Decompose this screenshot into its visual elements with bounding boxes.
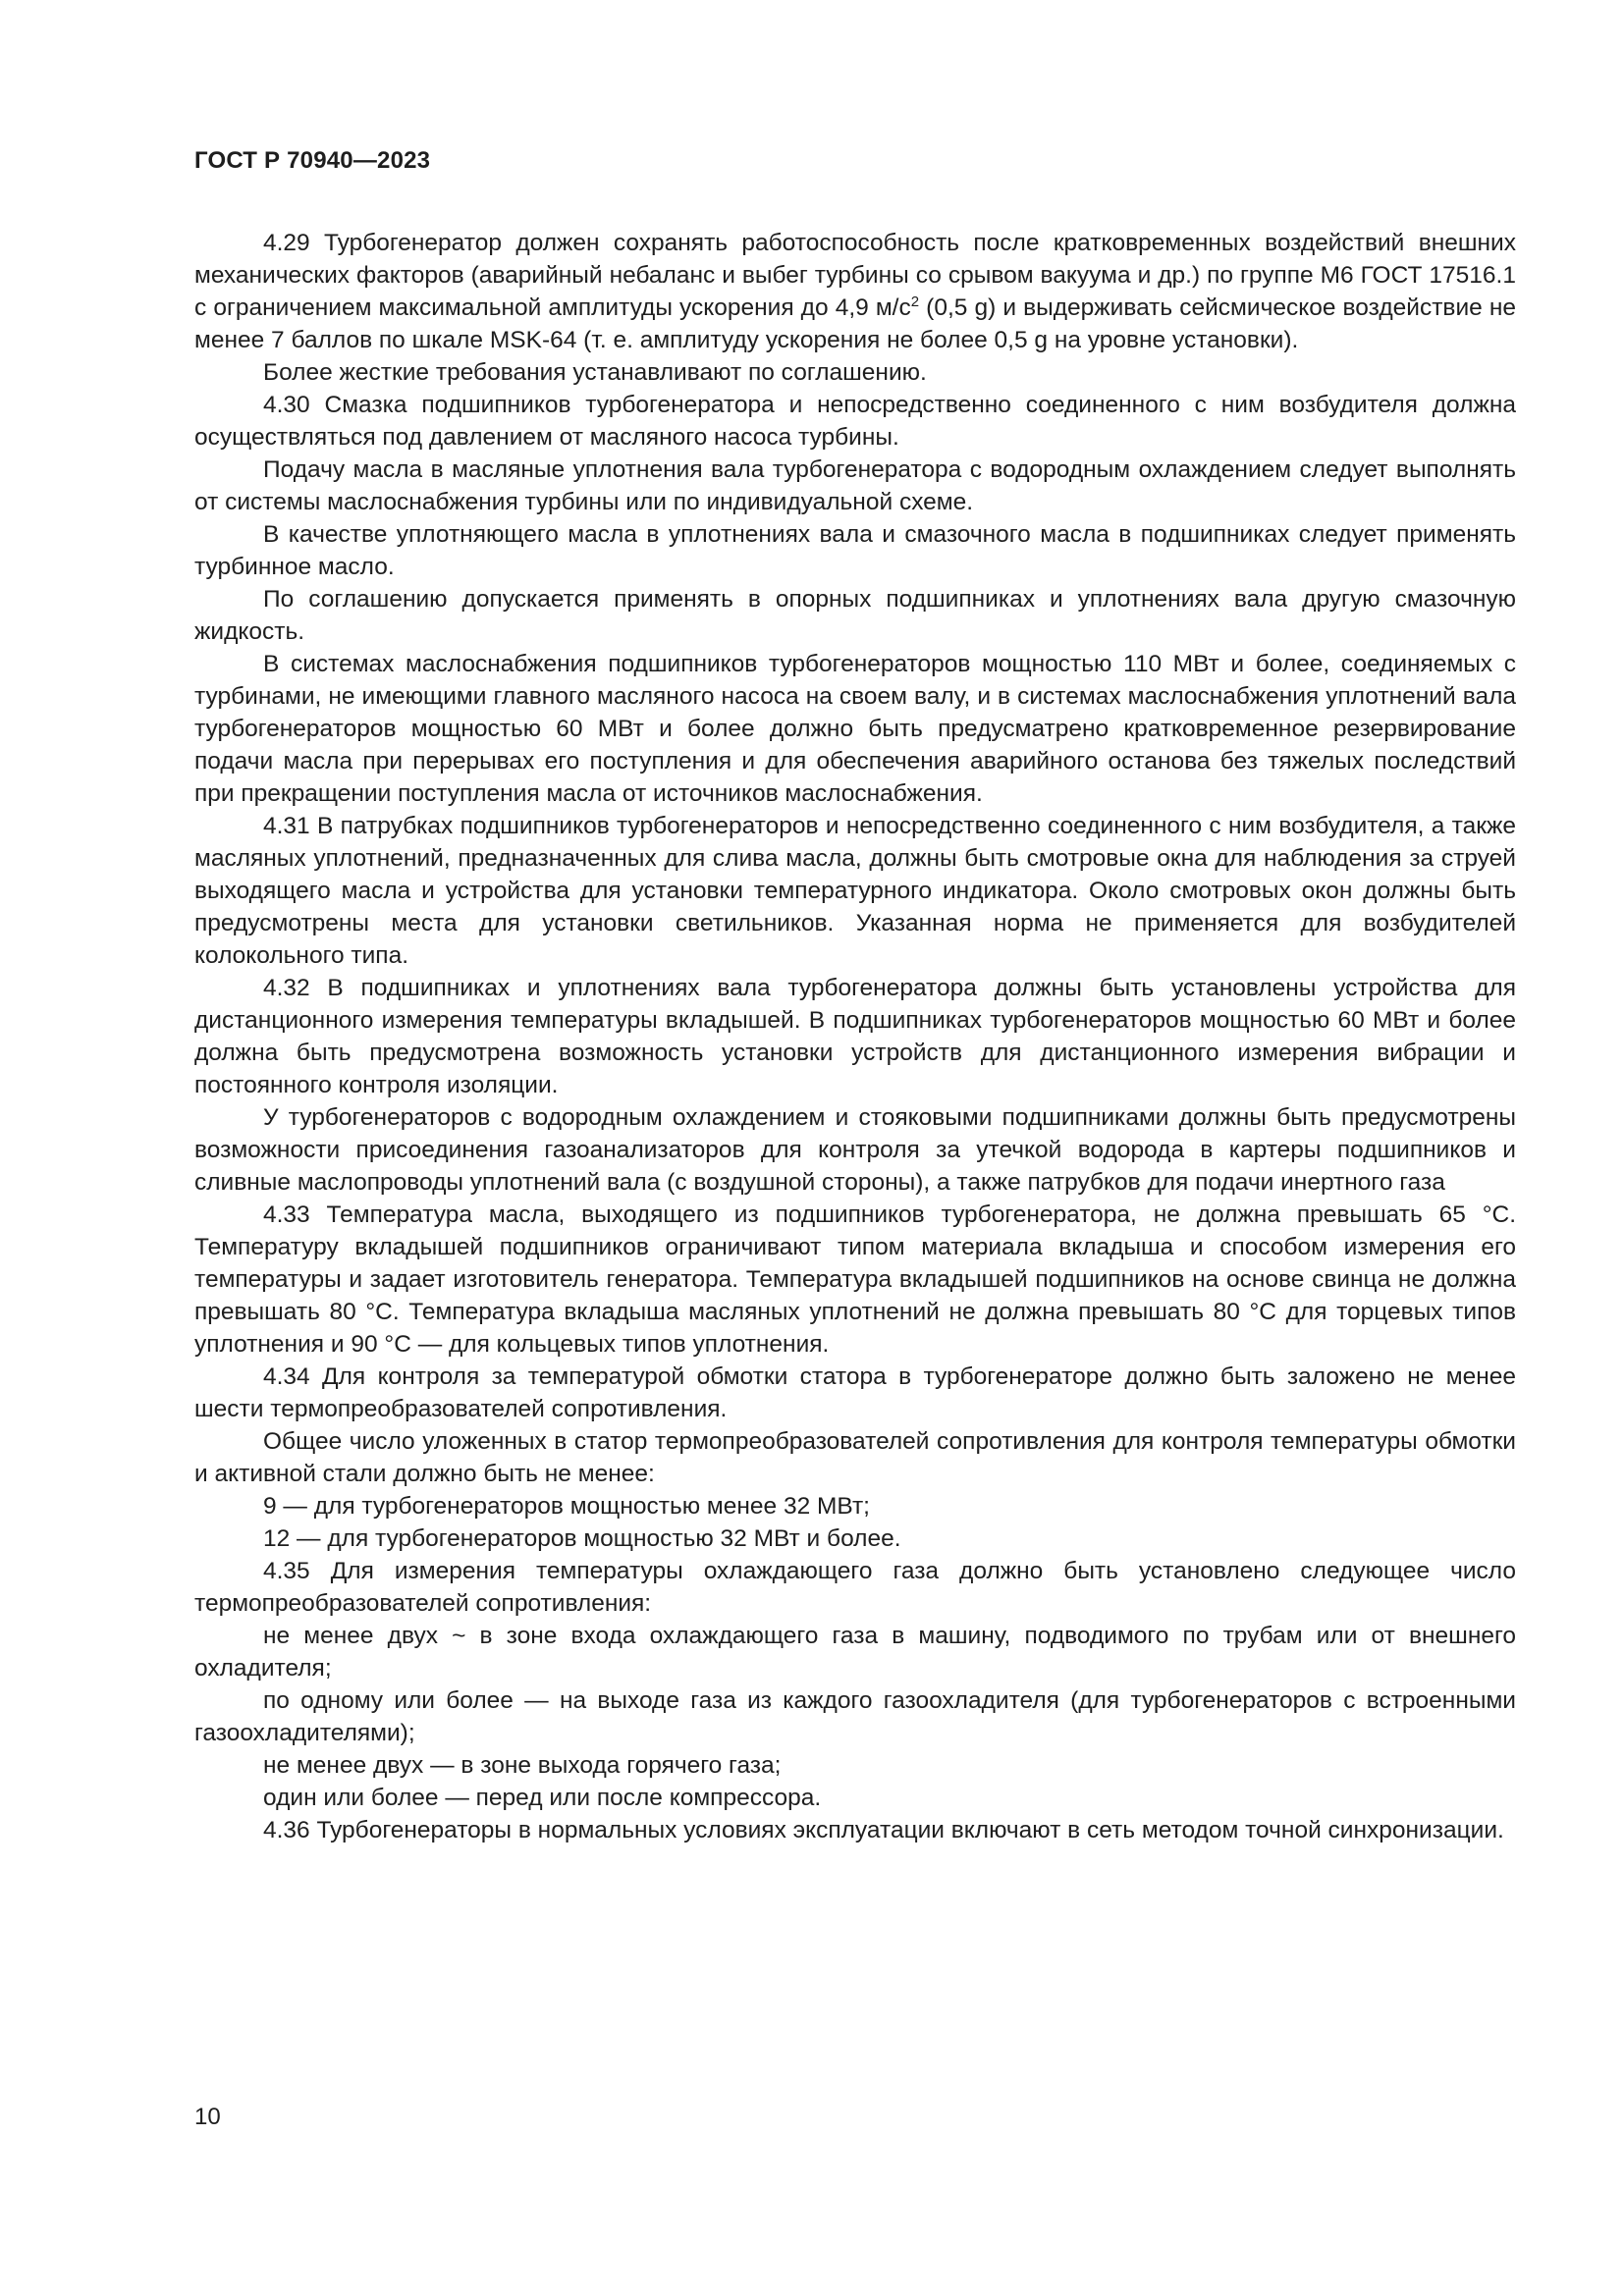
paragraph-4-29 [194, 227, 1516, 356]
paragraph-4-30: 4.30 Смазка подшипников турбогенератора и непосредственно соединенного с ним возбудителя должна осуществляться под давлением от масляного насоса турбины. [194, 392, 1516, 451]
page-number: 10 [194, 2104, 221, 2130]
paragraph-4-33: 4.33 Температура масла, выходящего из подшипников турбогенератора, не должна превышать 65 °С. Температуру вкладышей подшипников ограничивают типом материала вкладыша и способом измерения его температуры и задает изготовитель генератора. Температура вкладышей подшипников на основе свинца не должна превышать 80 °С. Температура вкладыша масляных уплотнений не должна превышать 80 °С для торцевых типов уплотнения и 90 °С — для кольцевых типов уплотнения. [194, 1201, 1516, 1358]
document-body [194, 227, 1516, 1846]
list-item-nine: 9 — для турбогенераторов мощностью менее 32 МВт; [263, 1493, 870, 1520]
paragraph-turbine-oil: В качестве уплотняющего масла в уплотнениях вала и смазочного масла в подшипниках следует применять турбинное масло. [194, 521, 1516, 580]
paragraph-stricter-requirements: Более жесткие требования устанавливают по соглашению. [263, 359, 927, 386]
paragraph-hydrogen-cooling: У турбогенераторов с водородным охлаждением и стояковыми подшипниками должны быть предусмотрены возможности присоединения газоанализаторов для контроля за утечкой водорода в картеры подшипников и сливные маслопроводы уплотнений вала (с воздушной стороны), а также патрубков для подачи инертного газа [194, 1104, 1516, 1196]
paragraph-4-32: 4.32 В подшипниках и уплотнениях вала турбогенератора должны быть установлены устройства для дистанционного измерения температуры вкладышей. В подшипниках турбогенераторов мощностью 60 МВт и более должна быть предусмотрена возможность установки устройств для дистанционного измерения вибрации и постоянного контроля изоляции. [194, 975, 1516, 1098]
document-header [194, 147, 430, 175]
list-item-compressor: один или более — перед или после компрессора. [263, 1785, 822, 1811]
paragraph-4-36: 4.36 Турбогенераторы в нормальных условиях эксплуатации включают в сеть методом точной синхронизации. [263, 1817, 1504, 1843]
paragraph-4-34: 4.34 Для контроля за температурой обмотки статора в турбогенераторе должно быть заложено не менее шести термопреобразователей сопротивления. [194, 1363, 1516, 1422]
paragraph-total-number: Общее число уложенных в статор термопреобразователей сопротивления для контроля температуры обмотки и активной стали должно быть не менее: [194, 1428, 1516, 1487]
paragraph-other-liquid: По соглашению допускается применять в опорных подшипниках и уплотнениях вала другую смазочную жидкость. [194, 586, 1516, 645]
superscript: 2 [910, 293, 920, 310]
paragraph-text: (0,5 g) и выдерживать сейсмическое воздействие не менее 7 баллов по шкале MSK-64 (т. е. амплитуду ускорения не более 0,5 g на уровне установки). [194, 294, 1516, 353]
list-item-hot-gas: не менее двух — в зоне выхода горячего газа; [263, 1752, 782, 1779]
list-item-outlet: по одному или более — на выходе газа из каждого газоохладителя (для турбогенераторов с встроенными газоохладителями); [194, 1687, 1516, 1746]
paragraph-4-31: 4.31 В патрубках подшипников турбогенераторов и непосредственно соединенного с ним возбудителя, а также масляных уплотнений, предназначенных для слива масла, должны быть смотровые окна для наблюдения за струей выходящего масла и устройства для установки температурного индикатора. Около смотровых окон должны быть предусмотрены места для установки светильников. Указанная норма не применяется для возбудителей колокольного типа. [194, 813, 1516, 969]
paragraph-text: 4.29 Турбогенератор должен сохранять работоспособность после кратковременных воздействий внешних механических факторов (аварийный небаланс и выбег турбины со срывом вакуума и др.) по группе М6 ГОСТ 17516.1 с ограничением максимальной амплитуды ускорения до 4,9 м/с [194, 230, 1516, 321]
standard-id: ГОСТ Р 70940—2023 [194, 147, 431, 174]
list-item-twelve: 12 — для турбогенераторов мощностью 32 МВт и более. [263, 1525, 901, 1552]
list-item-inlet: не менее двух ~ в зоне входа охлаждающего газа в машину, подводимого по трубам или от внешнего охладителя; [194, 1623, 1516, 1682]
paragraph-4-35: 4.35 Для измерения температуры охлаждающего газа должно быть установлено следующее число термопреобразователей сопротивления: [194, 1558, 1516, 1617]
paragraph-oil-systems: В системах маслоснабжения подшипников турбогенераторов мощностью 110 МВт и более, соединяемых с турбинами, не имеющими главного масляного насоса на своем валу, и в системах маслоснабжения уплотнений вала турбогенераторов мощностью 60 МВт и более должно быть предусматрено кратковременное резервирование подачи масла при перерывах его поступления и для обеспечения аварийного останова без тяжелых последствий при прекращении поступления масла от источников маслоснабжения. [194, 651, 1516, 807]
paragraph-oil-supply: Подачу масла в масляные уплотнения вала турбогенератора с водородным охлаждением следует выполнять от системы маслоснабжения турбины или по индивидуальной схеме. [194, 456, 1516, 515]
